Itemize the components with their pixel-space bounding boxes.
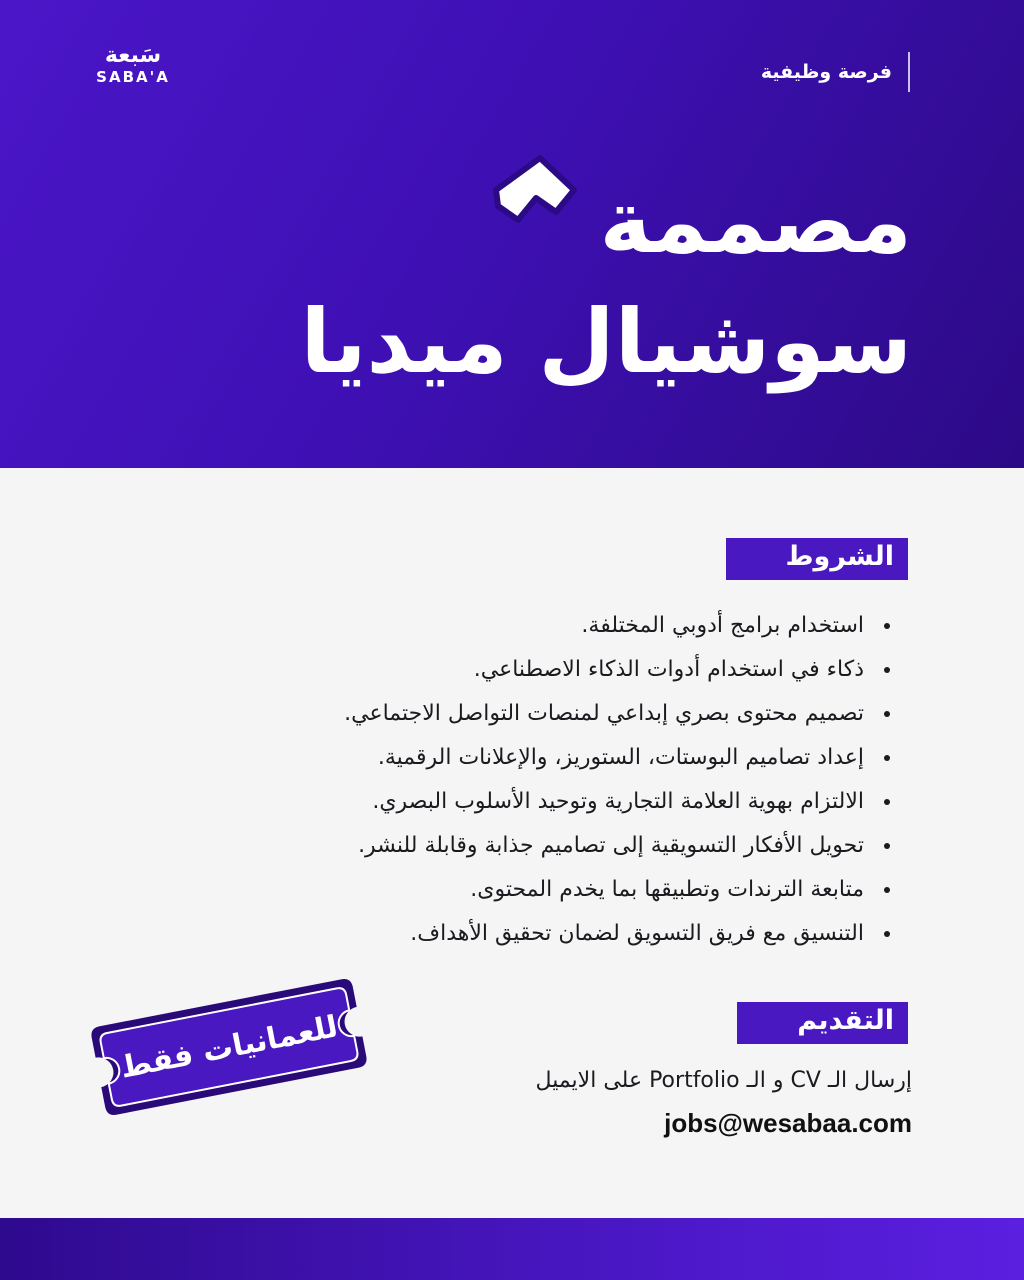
list-item-text: تصميم محتوى بصري إبداعي لمنصات التواصل الاجتماعي. xyxy=(344,701,864,726)
list-item xyxy=(270,868,890,912)
list-item-text: التنسيق مع فريق التسويق لضمان تحقيق الأهداف. xyxy=(410,921,864,946)
hero-banner xyxy=(0,0,1024,468)
job-tag xyxy=(761,52,910,92)
eligibility-badge xyxy=(85,973,373,1121)
list-item xyxy=(270,736,890,780)
title-line-2: سوشيال ميديا xyxy=(300,290,912,393)
bullet-icon xyxy=(884,711,890,717)
logo-english: SABA'A xyxy=(96,68,170,86)
list-item xyxy=(270,692,890,736)
requirements-heading: الشروط xyxy=(726,538,909,580)
badge-label: للعمانيات فقط xyxy=(117,1008,341,1086)
tag-divider xyxy=(908,52,910,92)
brand-logo xyxy=(88,44,178,86)
list-item-text: استخدام برامج أدوبي المختلفة. xyxy=(581,613,864,638)
job-tag-label: فرصة وظيفية xyxy=(760,61,892,83)
bullet-icon xyxy=(884,755,890,761)
apply-instructions: إرسال الـ CV و الـ Portfolio على الايميل xyxy=(535,1068,912,1093)
list-item-text: تحويل الأفكار التسويقية إلى تصاميم جذابة وقابلة للنشر. xyxy=(358,833,864,858)
bullet-icon xyxy=(884,799,890,805)
requirements-list xyxy=(270,604,890,956)
list-item-text: إعداد تصاميم البوستات، الستوريز، والإعلانات الرقمية. xyxy=(377,745,864,770)
list-item xyxy=(270,648,890,692)
bullet-icon xyxy=(884,887,890,893)
bullet-icon xyxy=(884,667,890,673)
title-line-1: مصممة xyxy=(599,170,912,273)
bullet-icon xyxy=(884,931,890,937)
list-item-text: ذكاء في استخدام أدوات الذكاء الاصطناعي. xyxy=(473,657,864,682)
list-item xyxy=(270,780,890,824)
list-item-text: متابعة الترندات وتطبيقها بما يخدم المحتوى. xyxy=(470,877,864,902)
pen-nib-decoration xyxy=(478,150,588,270)
logo-arabic: سَبعة xyxy=(104,43,162,68)
list-item xyxy=(270,604,890,648)
bullet-icon xyxy=(884,843,890,849)
apply-heading: التقديم xyxy=(737,1002,908,1044)
footer-bar xyxy=(0,1218,1024,1280)
list-item xyxy=(270,912,890,956)
list-item xyxy=(270,824,890,868)
bullet-icon xyxy=(884,623,890,629)
contact-email-link[interactable]: jobs@wesabaa.com xyxy=(664,1108,912,1138)
list-item-text: الالتزام بهوية العلامة التجارية وتوحيد الأسلوب البصري. xyxy=(372,789,864,814)
